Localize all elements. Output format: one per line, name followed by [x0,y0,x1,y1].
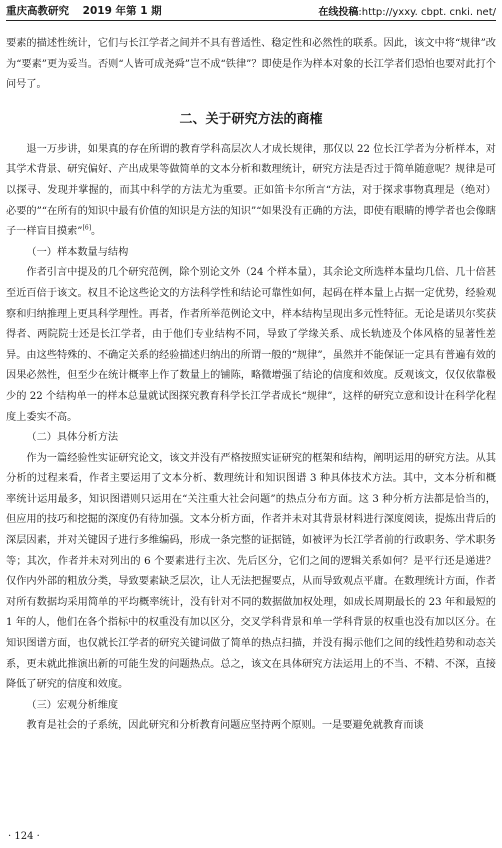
paragraph-1 [6,140,496,243]
journal-name: 重庆高教研究 [6,5,69,17]
paragraph-4: 教育是社会的子系统，因此研究和分析教育问题应坚持两个原则。一是要避免就教育而谈 [26,720,424,732]
header-left [6,3,172,18]
paragraph-intro: 要素的描述性统计，它们与长江学者之间并不具有普适性、稳定性和必然性的联系。因此，该文中将“规律”改为“要素”更为妥当。否则“人皆可成尧舜”岂不成“铁律”？即使是作为样本对象的长江学者们恐怕也要对此打个问号了。 [6,38,496,91]
running-header [6,0,496,18]
paragraph-2: 作者引言中提及的几个研究范例，除个别论文外（24 个样本量），其余论文所选样本量均几倍、几十倍甚至近百倍于该文。权且不论这些论文的方法科学性和结论可靠性如何，起码在样本量上占据一定优势，经验观察和归纳推理上更具科学理性。再者，作者所举范例论文中，样本结构呈现出多元性特征。无论是诺贝尔奖获得者、两院院士还是长江学者，由于他们专业结构不同，导致了学缘关系、成长轨迹及个体风格的显著性差异。由这些特殊的、不确定关系的经验描述归纳出的所谓一般的“规律”，虽然并不能保证一定具有普遍有效的因果必然性，但至少在统计概率上作了数量上的铺陈，略微增强了结论的信度和效度。反观该文，仅仅依靠极少的 22 个结构单一的样本总量就试图探究教育科学长江学者成长“规律”，这样的研究立意和设计在科学化程度上委实不高。 [6,267,496,423]
paragraph-3: 作为一篇经验性实证研究论文，该文并没有严格按照实证研究的框架和结构，阐明运用的研究方法。从其分析的过程来看，作者主要运用了文本分析、数理统计和知识图谱 3 种具体技术方法。其中，文本分析和概率统计运用最多，知识图谱则只运用在“关注重大社会问题”的热点分布方面。这 3 种分析方法都是恰当的，但应用的技巧和挖掘的深度仍有待加强。文本分析方面，作者并未对其背景材料进行深度阅读，提炼出背后的深层因素，并对关键因子进行多维编码，形成一条完整的证据链，如被评为长江学者前的行政职务、学术职务等；其次，作者并未对列出的 6 个要素进行主次、先后区分，它们之间的逻辑关系如何？是平行还是递进？仅作内外部的粗放分类，导致要素缺乏层次，让人无法把握要点，从而导致观点平庸。在数理统计方面，作者对所有数据均采用简单的平均概率统计，没有针对不同的数据做加权处理，如成长周期最长的 23 年和最短的 1 年的人，他们在各个指标中的权重没有加以区分，交叉学科背景和单一学科背景的权重也没有加以区分。在知识图谱方面，也仅就长江学者的研究关键词做了简单的热点扫描，并没有揭示他们之间的线性趋势和动态关系，更未就此推演出新的可能生发的问题热点。总之，该文在具体研究方法运用上的不当、不精、不深，直接降低了研究的信度和效度。 [6,452,496,691]
issue-label: 2019 年第 1 期 [82,5,162,17]
section-title: 二、关于研究方法的商榷 [179,111,323,127]
subheading-sample: （一）样本数量与结构 [26,246,129,258]
page-number: · 124 · [8,831,40,842]
subheading-methods: （二）具体分析方法 [26,432,119,444]
header-right [318,3,496,18]
article-body [6,34,496,737]
paragraph-1-end: 。 [91,226,102,238]
citation-ref: [6] [82,224,92,232]
submission-url: :http://yxxy. cbpt. cnki. net/ [358,7,496,18]
paragraph-1-text: 退一万步讲，如果真的存在所谓的教育学科高层次人才成长规律，那仅以 22 位长江学者为分析样本，对其学术背景、研究偏好、产出成果等做简单的文本分析和数理统计，研究方法是否过于简单随意呢？规律是可以探寻、发现并掌握的，而其中科学的方法尤为重要。正如笛卡尔所言“方法，对于探求事物真理是（绝对）必要的”“在所有的知识中最有价值的知识是方法的知识”“如果没有正确的方法，即使有眼睛的博学者也会像瞎子一样盲目摸索” [6,143,496,238]
submission-label: 在线投稿 [318,7,359,18]
subheading-macro: （三）宏观分析维度 [26,699,119,711]
header-rule [6,20,496,21]
